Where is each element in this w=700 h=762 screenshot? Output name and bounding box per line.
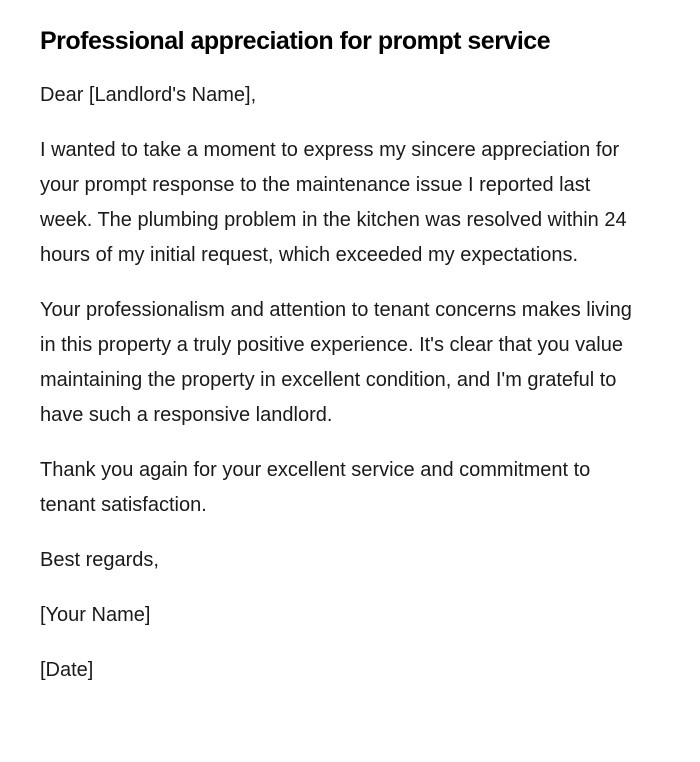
letter-date: [Date] <box>40 659 94 681</box>
letter-paragraph-2: Your professionalism and attention to tenant concerns makes living in this property a truly positive experience. It's clear that you value maintaining the property in excellent condition, and I'm grateful to have such a responsive landlord. <box>40 299 632 426</box>
letter-paragraph-1: I wanted to take a moment to express my sincere appreciation for your prompt response to the maintenance issue I reported last week. The plumbing problem in the kitchen was resolved within 24 hours of my initial request, which exceeded my expectations. <box>40 139 627 266</box>
letter-title: Professional appreciation for prompt service <box>40 27 551 55</box>
letter-closing: Best regards, <box>40 549 159 571</box>
letter-signature: [Your Name] <box>40 604 151 626</box>
letter-paragraph-3: Thank you again for your excellent service and commitment to tenant satisfaction. <box>40 459 591 516</box>
letter-salutation: Dear [Landlord's Name], <box>40 84 257 106</box>
